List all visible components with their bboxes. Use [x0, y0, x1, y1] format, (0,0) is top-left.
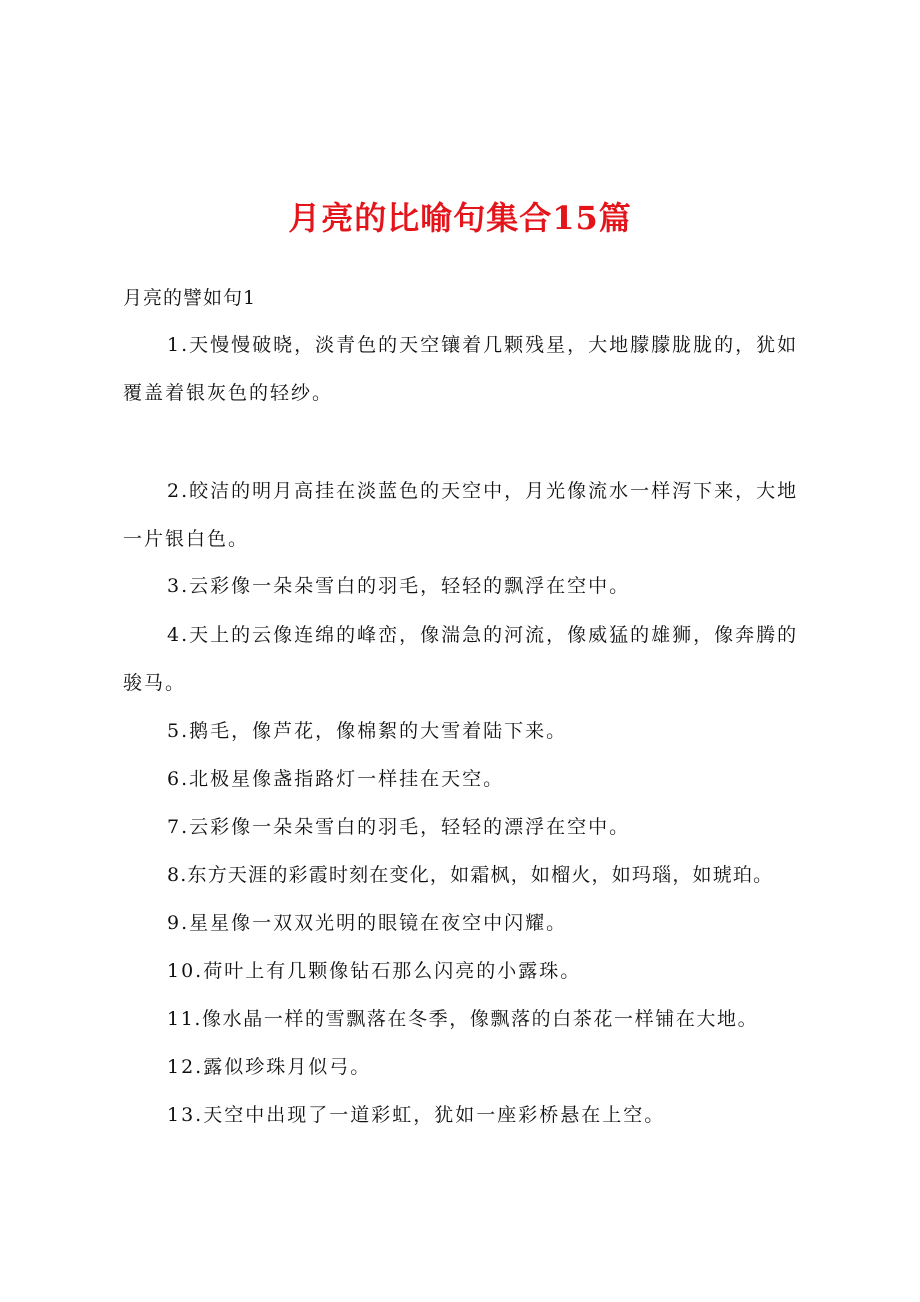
list-item: 10.荷叶上有几颗像钻石那么闪亮的小露珠。 — [167, 960, 582, 982]
list-item: 1.天慢慢破晓，淡青色的天空镶着几颗残星，大地朦朦胧胧的，犹如覆盖着银灰色的轻纱。 — [123, 334, 799, 404]
list-item: 11.像水晶一样的雪飘落在冬季，像飘落的白茶花一样铺在大地。 — [167, 1008, 759, 1030]
list-item: 12.露似珍珠月似弓。 — [167, 1056, 372, 1078]
section-heading: 月亮的譬如句1 — [123, 287, 257, 309]
list-item: 6.北极星像盏指路灯一样挂在天空。 — [167, 768, 505, 790]
list-item: 2.皎洁的明月高挂在淡蓝色的天空中，月光像流水一样泻下来，大地一片银白色。 — [123, 480, 799, 550]
list-item: 8.东方天涯的彩霞时刻在变化，如霜枫，如榴火，如玛瑙，如琥珀。 — [167, 864, 774, 886]
list-item: 4.天上的云像连绵的峰峦，像湍急的河流，像威猛的雄狮，像奔腾的骏马。 — [123, 624, 799, 694]
document-title: 月亮的比喻句集合15篇 — [288, 199, 632, 237]
list-item: 9.星星像一双双光明的眼镜在夜空中闪耀。 — [167, 912, 568, 934]
list-item: 3.云彩像一朵朵雪白的羽毛，轻轻的飘浮在空中。 — [167, 575, 631, 597]
list-item: 7.云彩像一朵朵雪白的羽毛，轻轻的漂浮在空中。 — [167, 816, 631, 838]
list-item: 5.鹅毛，像芦花，像棉絮的大雪着陆下来。 — [167, 720, 568, 742]
list-item: 13.天空中出现了一道彩虹，犹如一座彩桥悬在上空。 — [167, 1104, 666, 1126]
